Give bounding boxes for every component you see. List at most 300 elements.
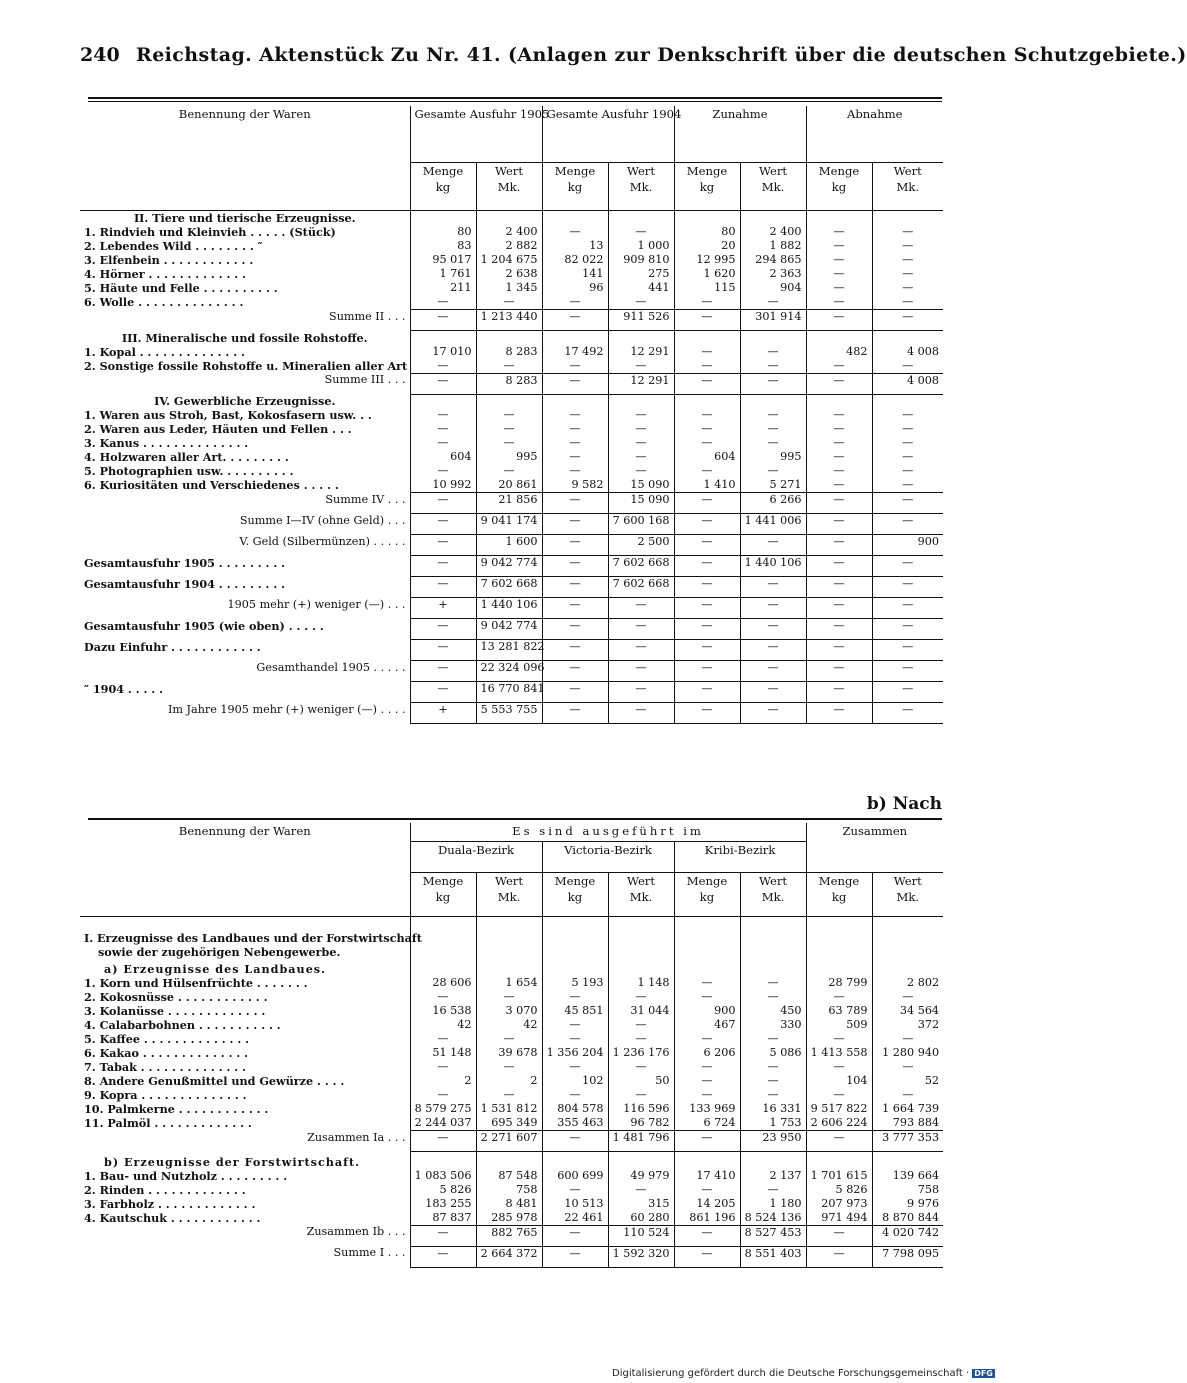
value-cell: — xyxy=(806,436,872,450)
value-cell: — xyxy=(806,682,872,703)
total-row xyxy=(80,682,943,703)
unit-label: Menge xyxy=(554,874,596,888)
value-cell: 42 xyxy=(410,1018,476,1032)
value-cell: — xyxy=(542,682,608,703)
value-cell: — xyxy=(740,1074,806,1088)
value-cell: — xyxy=(542,661,608,682)
value-cell: + xyxy=(410,703,476,724)
value-cell: 1 204 675 xyxy=(476,253,542,267)
value-cell: — xyxy=(740,577,806,598)
row-label: 3. Kanus . . . . . . . . . . . . . . xyxy=(84,436,249,450)
column-super-header: Es sind ausgeführt im xyxy=(410,823,806,842)
value-cell: 5 193 xyxy=(542,976,608,990)
value-cell: 139 664 xyxy=(872,1169,943,1183)
row-label: 7. Tabak . . . . . . . . . . . . . . xyxy=(84,1060,246,1074)
total-row xyxy=(80,619,943,640)
empty-cell xyxy=(608,959,674,976)
empty-cell xyxy=(476,331,542,345)
value-cell: — xyxy=(476,990,542,1004)
total-row xyxy=(80,1131,943,1152)
value-cell: — xyxy=(608,661,674,682)
value-cell: 22 461 xyxy=(542,1211,608,1226)
value-cell: — xyxy=(740,436,806,450)
value-cell: — xyxy=(872,253,943,267)
value-cell: — xyxy=(872,281,943,295)
empty-cell xyxy=(608,917,674,946)
value-cell: — xyxy=(806,464,872,478)
empty-cell xyxy=(542,211,608,226)
value-cell: 8 579 275 xyxy=(410,1102,476,1116)
row-label: 1. Bau- und Nutzholz . . . . . . . . . xyxy=(84,1168,288,1183)
row-label: 4. Calabarbohnen . . . . . . . . . . . xyxy=(84,1018,281,1032)
value-cell: — xyxy=(872,703,943,724)
value-cell: 2 664 372 xyxy=(476,1246,542,1267)
table-row xyxy=(80,422,943,436)
table-row xyxy=(80,345,943,359)
value-cell: 9 042 774 xyxy=(476,556,542,577)
value-cell: 909 810 xyxy=(608,253,674,267)
section-row xyxy=(80,945,943,959)
value-cell: — xyxy=(872,267,943,281)
unit-label: Wert xyxy=(893,874,922,888)
empty-cell xyxy=(410,1152,476,1169)
value-cell: — xyxy=(476,1060,542,1074)
value-cell: 16 331 xyxy=(740,1102,806,1116)
value-cell: 12 291 xyxy=(608,345,674,359)
value-cell: 2 244 037 xyxy=(410,1116,476,1131)
empty-cell xyxy=(608,331,674,345)
export-table-districts xyxy=(80,823,943,1268)
value-cell: — xyxy=(410,990,476,1004)
value-cell: — xyxy=(410,1131,476,1152)
value-cell: — xyxy=(872,239,943,253)
value-cell: — xyxy=(872,478,943,493)
table-row xyxy=(80,436,943,450)
value-cell: 4 008 xyxy=(872,373,943,394)
column-header-menge xyxy=(542,873,608,917)
value-cell: 20 861 xyxy=(476,478,542,493)
value-cell: — xyxy=(674,295,740,310)
section-row xyxy=(80,394,943,408)
value-cell: — xyxy=(740,598,806,619)
value-cell: 1 592 320 xyxy=(608,1246,674,1267)
value-cell: — xyxy=(740,295,806,310)
empty-cell xyxy=(740,917,806,946)
value-cell: 5 086 xyxy=(740,1046,806,1060)
column-header-wert xyxy=(872,873,943,917)
value-cell: 1 600 xyxy=(476,535,542,556)
value-cell: — xyxy=(542,310,608,331)
value-cell: 6 266 xyxy=(740,493,806,514)
value-cell: 467 xyxy=(674,1018,740,1032)
value-cell: 8 283 xyxy=(476,345,542,359)
row-label: Gesamtausfuhr 1904 . . . . . . . . . xyxy=(84,576,286,591)
table-row xyxy=(80,478,943,493)
column-header-wert xyxy=(476,873,542,917)
unit-label: Menge xyxy=(422,874,464,888)
table-row xyxy=(80,464,943,478)
unit-symbol: Mk. xyxy=(497,180,521,194)
empty-cell xyxy=(542,331,608,345)
column-header-wert xyxy=(740,163,806,211)
value-cell: 10 513 xyxy=(542,1197,608,1211)
total-row xyxy=(80,1225,943,1246)
value-cell: — xyxy=(608,1060,674,1074)
value-cell: — xyxy=(806,703,872,724)
value-cell: 50 xyxy=(608,1074,674,1088)
unit-label: Menge xyxy=(818,164,860,178)
value-cell: — xyxy=(410,493,476,514)
empty-cell xyxy=(872,394,943,408)
value-cell: — xyxy=(872,408,943,422)
column-header-menge xyxy=(410,873,476,917)
row-label: 4. Kautschuk . . . . . . . . . . . . xyxy=(84,1210,261,1225)
value-cell: 1 761 xyxy=(410,267,476,281)
value-cell: — xyxy=(542,1032,608,1046)
value-cell: — xyxy=(806,373,872,394)
row-label: Zusammen Ib . . . xyxy=(306,1225,406,1238)
value-cell: — xyxy=(410,359,476,374)
row-label: 6. Kuriositäten und Verschiedenes . . . . . xyxy=(84,478,339,492)
table-row xyxy=(80,450,943,464)
column-group-header: Gesamte Ausfuhr 1904 xyxy=(542,106,674,163)
column-header-menge xyxy=(410,163,476,211)
footer-text: Digitalisierung gefördert durch die Deutsche Forschungsgemeinschaft · xyxy=(612,1368,970,1379)
value-cell: 4 020 742 xyxy=(872,1225,943,1246)
row-label: Summe I . . . xyxy=(333,1246,406,1259)
column-group-header: Victoria-Bezirk xyxy=(542,842,674,873)
value-cell: 211 xyxy=(410,281,476,295)
section-label: III. Mineralische und fossile Rohstoffe. xyxy=(121,330,368,345)
value-cell: — xyxy=(872,225,943,239)
value-cell: — xyxy=(542,1060,608,1074)
value-cell: 2 xyxy=(410,1074,476,1088)
value-cell: 7 798 095 xyxy=(872,1246,943,1267)
unit-symbol: kg xyxy=(567,180,583,194)
table-row xyxy=(80,1032,943,1046)
empty-cell xyxy=(674,945,740,959)
value-cell: — xyxy=(674,464,740,478)
total-row xyxy=(80,1246,943,1267)
value-cell: — xyxy=(872,359,943,374)
total-row xyxy=(80,310,943,331)
value-cell: — xyxy=(872,436,943,450)
value-cell: — xyxy=(740,1060,806,1074)
value-cell: 183 255 xyxy=(410,1197,476,1211)
page-header xyxy=(80,44,1187,74)
value-cell: — xyxy=(872,1088,943,1102)
value-cell: — xyxy=(674,345,740,359)
value-cell: 9 042 774 xyxy=(476,619,542,640)
value-cell: 17 492 xyxy=(542,345,608,359)
value-cell: — xyxy=(542,1246,608,1267)
value-cell: 8 870 844 xyxy=(872,1211,943,1226)
value-cell: — xyxy=(806,640,872,661)
empty-cell xyxy=(872,211,943,226)
value-cell: — xyxy=(542,619,608,640)
value-cell: 7 600 168 xyxy=(608,514,674,535)
row-label: 3. Farbholz . . . . . . . . . . . . . xyxy=(84,1196,256,1211)
row-label: Im Jahre 1905 mehr (+) weniger (—) . . . . xyxy=(167,702,406,716)
empty-cell xyxy=(476,394,542,408)
page-title: Reichstag. Aktenstück Zu Nr. 41. (Anlagen zur Denkschrift über die deutschen Schutzgebiete.) xyxy=(136,44,1187,66)
value-cell: 13 281 822 xyxy=(476,640,542,661)
section-label: a) Erzeugnisse des Landbaues. xyxy=(104,962,327,976)
value-cell: — xyxy=(674,493,740,514)
row-label: 4. Hörner . . . . . . . . . . . . . xyxy=(84,267,246,281)
value-cell: 2 xyxy=(476,1074,542,1088)
value-cell: 275 xyxy=(608,267,674,281)
value-cell: — xyxy=(872,990,943,1004)
value-cell: 14 205 xyxy=(674,1197,740,1211)
value-cell: — xyxy=(872,640,943,661)
value-cell: — xyxy=(608,990,674,1004)
value-cell: — xyxy=(542,556,608,577)
value-cell: 904 xyxy=(740,281,806,295)
empty-cell xyxy=(674,917,740,946)
value-cell: 207 973 xyxy=(806,1197,872,1211)
value-cell: — xyxy=(806,422,872,436)
value-cell: 116 596 xyxy=(608,1102,674,1116)
table-row xyxy=(80,1116,943,1131)
table-row xyxy=(80,990,943,1004)
value-cell: — xyxy=(872,514,943,535)
row-label: ″ 1904 . . . . . xyxy=(84,681,163,696)
empty-cell xyxy=(410,959,476,976)
value-cell: 1 413 558 xyxy=(806,1046,872,1060)
value-cell: 758 xyxy=(476,1183,542,1197)
value-cell: — xyxy=(674,436,740,450)
value-cell: — xyxy=(410,310,476,331)
column-header-menge xyxy=(674,163,740,211)
value-cell: 2 802 xyxy=(872,976,943,990)
empty-cell xyxy=(476,211,542,226)
value-cell: — xyxy=(806,990,872,1004)
value-cell: — xyxy=(608,682,674,703)
value-cell: — xyxy=(740,464,806,478)
unit-label: Menge xyxy=(422,164,464,178)
row-label: 1. Waren aus Stroh, Bast, Kokosfasern usw. . . xyxy=(84,408,372,422)
unit-label: Wert xyxy=(626,874,656,888)
value-cell: 7 602 668 xyxy=(476,577,542,598)
value-cell: 5 826 xyxy=(806,1183,872,1197)
value-cell: 104 xyxy=(806,1074,872,1088)
footer xyxy=(612,1368,995,1379)
empty-cell xyxy=(476,945,542,959)
value-cell: 1 664 739 xyxy=(872,1102,943,1116)
value-cell: 804 578 xyxy=(542,1102,608,1116)
value-cell: — xyxy=(674,640,740,661)
value-cell: 16 538 xyxy=(410,1004,476,1018)
value-cell: 17 410 xyxy=(674,1169,740,1183)
unit-symbol: Mk. xyxy=(761,890,785,904)
value-cell: — xyxy=(806,619,872,640)
value-cell: 1 345 xyxy=(476,281,542,295)
value-cell: — xyxy=(872,577,943,598)
unit-symbol: Mk. xyxy=(629,180,653,194)
dfg-logo: DFG xyxy=(974,1369,993,1378)
value-cell: — xyxy=(410,556,476,577)
value-cell: 882 765 xyxy=(476,1225,542,1246)
value-cell: — xyxy=(476,1032,542,1046)
unit-symbol: kg xyxy=(699,180,715,194)
empty-cell xyxy=(608,211,674,226)
value-cell: 3 777 353 xyxy=(872,1131,943,1152)
value-cell: — xyxy=(740,640,806,661)
row-label: 11. Palmöl . . . . . . . . . . . . . xyxy=(84,1116,252,1130)
value-cell: — xyxy=(740,976,806,990)
value-cell: 372 xyxy=(872,1018,943,1032)
page-number: 240 xyxy=(80,44,120,66)
value-cell: 28 606 xyxy=(410,976,476,990)
value-cell: — xyxy=(542,1088,608,1102)
empty-cell xyxy=(542,959,608,976)
total-row xyxy=(80,373,943,394)
value-cell: 82 022 xyxy=(542,253,608,267)
value-cell: — xyxy=(608,1032,674,1046)
empty-cell xyxy=(542,394,608,408)
value-cell: 2 363 xyxy=(740,267,806,281)
value-cell: 2 400 xyxy=(740,225,806,239)
empty-cell xyxy=(542,1152,608,1169)
value-cell: — xyxy=(542,493,608,514)
total-row xyxy=(80,703,943,724)
table-row xyxy=(80,239,943,253)
value-cell: — xyxy=(806,478,872,493)
value-cell: 96 xyxy=(542,281,608,295)
value-cell: — xyxy=(740,1183,806,1197)
empty-cell xyxy=(674,211,740,226)
unit-symbol: kg xyxy=(435,890,451,904)
value-cell: 301 914 xyxy=(740,310,806,331)
column-header-menge xyxy=(806,873,872,917)
value-cell: — xyxy=(806,281,872,295)
empty-cell xyxy=(872,945,943,959)
table-row xyxy=(80,1183,943,1197)
value-cell: — xyxy=(410,295,476,310)
value-cell: — xyxy=(674,1246,740,1267)
value-cell: — xyxy=(740,408,806,422)
value-cell: — xyxy=(410,577,476,598)
value-cell: — xyxy=(476,464,542,478)
column-header-wert xyxy=(608,163,674,211)
column-header-wert xyxy=(608,873,674,917)
value-cell: — xyxy=(410,1225,476,1246)
value-cell: 13 xyxy=(542,239,608,253)
unit-symbol: kg xyxy=(831,890,847,904)
value-cell: — xyxy=(806,408,872,422)
value-cell: 971 494 xyxy=(806,1211,872,1226)
value-cell: — xyxy=(806,1225,872,1246)
value-cell: 23 950 xyxy=(740,1131,806,1152)
row-label: 6. Wolle . . . . . . . . . . . . . . xyxy=(84,295,244,309)
value-cell: 9 976 xyxy=(872,1197,943,1211)
value-cell: 355 463 xyxy=(542,1116,608,1131)
value-cell: 87 548 xyxy=(476,1169,542,1183)
empty-cell xyxy=(740,945,806,959)
empty-cell xyxy=(410,394,476,408)
value-cell: 1 410 xyxy=(674,478,740,493)
unit-symbol: kg xyxy=(699,890,715,904)
value-cell: — xyxy=(806,267,872,281)
table-row xyxy=(80,1018,943,1032)
column-header-menge xyxy=(542,163,608,211)
value-cell: 1 441 006 xyxy=(740,514,806,535)
unit-symbol: kg xyxy=(435,180,451,194)
value-cell: 115 xyxy=(674,281,740,295)
value-cell: — xyxy=(872,450,943,464)
empty-cell xyxy=(674,959,740,976)
value-cell: 8 481 xyxy=(476,1197,542,1211)
value-cell: — xyxy=(806,1032,872,1046)
value-cell: 87 837 xyxy=(410,1211,476,1226)
value-cell: 5 553 755 xyxy=(476,703,542,724)
value-cell: — xyxy=(872,295,943,310)
value-cell: 15 090 xyxy=(608,493,674,514)
table-row xyxy=(80,359,943,374)
column-group-header: Duala-Bezirk xyxy=(410,842,542,873)
value-cell: 1 083 506 xyxy=(410,1169,476,1183)
value-cell: 15 090 xyxy=(608,478,674,493)
value-cell: — xyxy=(608,1183,674,1197)
value-cell: — xyxy=(410,619,476,640)
table-row xyxy=(80,1004,943,1018)
value-cell: — xyxy=(674,990,740,1004)
empty-cell xyxy=(410,945,476,959)
value-cell: — xyxy=(872,682,943,703)
value-cell: — xyxy=(608,640,674,661)
value-cell: — xyxy=(872,619,943,640)
value-cell: 793 884 xyxy=(872,1116,943,1131)
value-cell: 21 856 xyxy=(476,493,542,514)
value-cell: 1 620 xyxy=(674,267,740,281)
value-cell: — xyxy=(872,493,943,514)
value-cell: — xyxy=(674,359,740,374)
value-cell: — xyxy=(674,619,740,640)
empty-cell xyxy=(806,394,872,408)
value-cell: 9 041 174 xyxy=(476,514,542,535)
value-cell: 31 044 xyxy=(608,1004,674,1018)
value-cell: 482 xyxy=(806,345,872,359)
value-cell: — xyxy=(674,1032,740,1046)
column-header-wert xyxy=(872,163,943,211)
table-row xyxy=(80,1169,943,1183)
value-cell: — xyxy=(806,225,872,239)
total-row xyxy=(80,661,943,682)
value-cell: — xyxy=(806,661,872,682)
row-label: Gesamthandel 1905 . . . . . xyxy=(256,660,406,674)
value-cell: 42 xyxy=(476,1018,542,1032)
section-row xyxy=(80,917,943,946)
value-cell: — xyxy=(806,359,872,374)
value-cell: 1 481 796 xyxy=(608,1131,674,1152)
value-cell: 5 271 xyxy=(740,478,806,493)
value-cell: — xyxy=(740,359,806,374)
row-label: Summe II . . . xyxy=(329,309,406,323)
row-label: 2. Kokosnüsse . . . . . . . . . . . . xyxy=(84,990,268,1004)
empty-cell xyxy=(476,959,542,976)
value-cell: — xyxy=(410,422,476,436)
unit-label: Menge xyxy=(686,874,728,888)
value-cell: 102 xyxy=(542,1074,608,1088)
row-label: Gesamtausfuhr 1905 . . . . . . . . . xyxy=(84,555,286,570)
unit-label: Wert xyxy=(758,164,788,178)
value-cell: — xyxy=(608,408,674,422)
value-cell: 12 291 xyxy=(608,373,674,394)
row-label: Summe I—IV (ohne Geld) . . . xyxy=(239,513,406,527)
value-cell: — xyxy=(410,1088,476,1102)
value-cell: — xyxy=(674,556,740,577)
